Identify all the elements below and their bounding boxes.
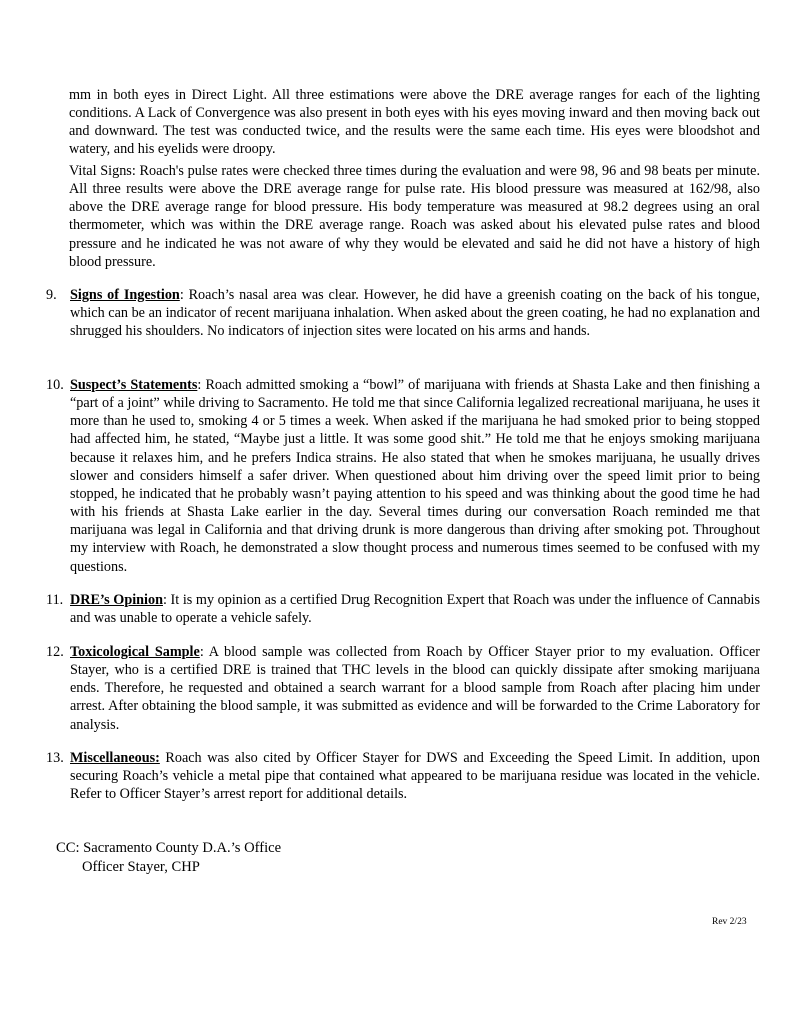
cc-line: CC: Sacramento County D.A.’s Office xyxy=(56,840,282,856)
vital-signs-paragraph: Vital Signs: Roach's pulse rates were checked three times during the evaluation and were 98, 96 and 98 beats per minute. All three results were above the DRE average range for pulse rate. His blood pressure was measured at 162/98, also above the DRE average range for blood pressure. His body temperature was measured at 98.2 degrees using an oral thermometer, which was within the DRE average range. Roach was asked about his elevated pulse rates and blood pressure and he indicated he was not aware of why they would be elevated and said he did not have a history of high blood pressure. xyxy=(69,163,760,270)
item-heading: Suspect’s Statements xyxy=(70,377,198,393)
item-number: 10. xyxy=(46,377,64,393)
item-text xyxy=(70,376,760,576)
item-heading: Signs of Ingestion xyxy=(70,287,180,303)
item-body: : Roach’s nasal area was clear. However, he did have a greenish coating on the back of his tongue, which can be an indicator of recent marijuana inhalation. When asked about the green coating, he had no explanation and shrugged his shoulders. No indicators of injection sites were located on his arms and hands. xyxy=(70,287,760,340)
item-body: Roach was also cited by Officer Stayer for DWS and Exceeding the Speed Limit. In addition, upon securing Roach’s vehicle a metal pipe that contained what appeared to be marijuana residue was located in the vehicle. Refer to Officer Stayer’s arrest report for additional details. xyxy=(70,750,760,803)
item-number: 13. xyxy=(46,750,64,766)
item-number: 11. xyxy=(46,592,64,608)
item-number: 12. xyxy=(46,644,64,660)
cc-block xyxy=(56,839,281,876)
item-body: : Roach admitted smoking a “bowl” of marijuana with friends at Shasta Lake and then finishing a “part of a joint” while driving to Sacramento. He told me that since California legalized recreational marijuana, he uses it more than he used to, smoking 4 or 5 times a week. When asked if the marijuana he had smoked prior to being stopped had affected him, he stated, “Maybe just a little. It was some good shit.” He told me that he enjoys smoking marijuana because it relaxes him, and he prefers Indica strains. He also stated that when he smokes marijuana, he usually drives slower and considers himself a safer driver. When questioned about him driving over the speed limit prior to being stopped, he indicated that he probably wasn’t paying attention to his speed and was thinking about the good time he had with his friends at Shasta Lake earlier in the day. Several times during our conversation Roach reminded me that marijuana was legal in California and that driving drunk is more dangerous than driving after smoking pot. Throughout my interview with Roach, he demonstrated a slow thought process and numerous times seemed to be confused with my questions. xyxy=(70,377,760,575)
item-text xyxy=(70,643,760,734)
item-heading: Toxicological Sample xyxy=(70,644,200,660)
item-heading: DRE’s Opinion xyxy=(70,592,163,608)
item-text xyxy=(70,591,760,627)
cc-line: Officer Stayer, CHP xyxy=(82,858,200,875)
pupil-paragraph: mm in both eyes in Direct Light. All three estimations were above the DRE average ranges for each of the lighting conditions. A Lack of Convergence was also present in both eyes with his eyes moving inward and then moving back out and downward. The test was conducted twice, and the results were the same each time. His eyes were bloodshot and watery, and his eyelids were droopy. xyxy=(69,87,760,158)
revision-label: Rev 2/23 xyxy=(712,917,747,927)
item-body: : It is my opinion as a certified Drug Recognition Expert that Roach was under the influence of Cannabis and was unable to operate a vehicle safely. xyxy=(70,592,761,627)
item-text xyxy=(70,286,760,340)
item-text xyxy=(70,749,760,803)
item-number: 9. xyxy=(46,287,57,303)
item-body: : A blood sample was collected from Roach by Officer Stayer prior to my evaluation. Officer Stayer, who is a certified DRE is trained that THC levels in the blood can quickly dissipate after smoking marijuana ends. Therefore, he requested and obtained a search warrant for a blood sample from Roach after placing him under arrest. After obtaining the blood sample, it was submitted as evidence and will be forwarded to the Crime Laboratory for analysis. xyxy=(70,644,760,733)
item-heading: Miscellaneous: xyxy=(70,750,160,766)
